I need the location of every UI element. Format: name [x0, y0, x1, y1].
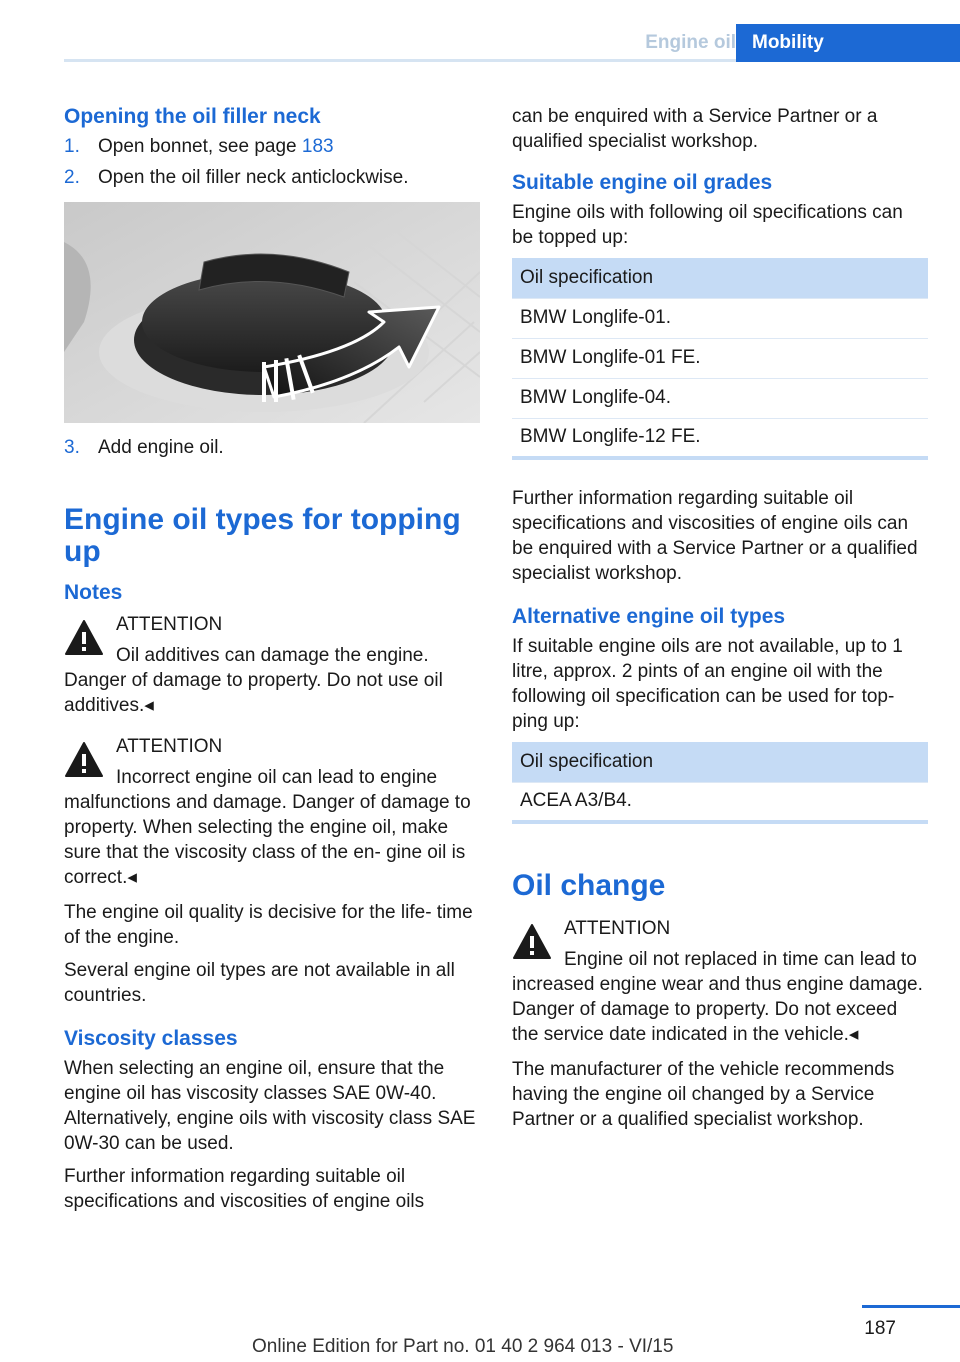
page-number: 187: [864, 1318, 896, 1339]
table-header: Oil specification: [512, 258, 928, 298]
step-item: [64, 134, 480, 159]
right-column: [512, 104, 928, 1140]
notes-heading: Notes: [64, 581, 123, 604]
table-cell: BMW Longlife-12 FE.: [512, 418, 928, 458]
attention-warning: [64, 734, 480, 890]
step-number: 2.: [64, 167, 80, 188]
oil-availability-paragraph: Several engine oil types are not available in all countries.: [64, 960, 455, 1006]
warning-triangle-icon: [64, 740, 104, 780]
suitable-oil-grades-heading: Suitable engine oil grades: [512, 171, 773, 194]
warning-title: ATTENTION: [116, 614, 223, 635]
table-row: [512, 338, 928, 378]
further-info-paragraph: Further information regarding suitable oil specifications and viscosities of engine oils can be enquired with a Service Partner or a qualified specialist workshop.: [512, 488, 918, 584]
table-cell: BMW Longlife-01.: [512, 298, 928, 338]
opening-steps-list: [64, 134, 480, 190]
viscosity-paragraph: When selecting an engine oil, ensure that the engine oil has viscosity classes SAE 0W-40. Alternatively, engine oils with viscosity class SAE 0W-30 can be used.: [64, 1058, 476, 1154]
warning-title: ATTENTION: [564, 918, 671, 939]
oil-filler-cap-photo: [64, 202, 480, 423]
header-chapter-tab: Mobility: [736, 24, 960, 62]
opening-oil-filler-heading: Opening the oil filler neck: [64, 105, 321, 128]
table-row: [512, 782, 928, 822]
viscosity-classes-heading: Viscosity classes: [64, 1027, 238, 1050]
step-number: 1.: [64, 136, 80, 157]
adding-steps-list: [64, 435, 480, 460]
warning-text: Oil additives can damage the engine. Danger of damage to property. Do not use oil additives.◂: [64, 645, 443, 716]
attention-warning: [64, 612, 480, 718]
step-text: Open bonnet, see page 183: [98, 136, 334, 157]
grades-intro: Engine oils with following oil specifications can be topped up:: [512, 202, 903, 248]
further-info-continued: can be enquired with a Service Partner or a qualified specialist workshop.: [512, 106, 878, 152]
table-row: [512, 298, 928, 338]
left-column: [64, 104, 480, 1222]
step-text: Open the oil filler neck anticlockwise.: [98, 167, 409, 188]
oil-change-heading: Oil change: [512, 869, 666, 902]
alternative-intro: If suitable engine oils are not available, up to 1 litre, approx. 2 pints of an engine oil with the following oil specification can be used for top‐ ping up:: [512, 636, 903, 732]
step-text: Add engine oil.: [98, 437, 224, 458]
alternative-spec-table: [512, 742, 928, 824]
warning-text: Incorrect engine oil can lead to engine malfunctions and damage. Danger of damage to property. When selecting the engine oil, make sure that the viscosity class of the en‐ gine oil is correct.◂: [64, 767, 471, 888]
table-row: [512, 418, 928, 458]
further-info-paragraph: Further information regarding suitable oil specifications and viscosities of engine oils: [64, 1166, 425, 1212]
page-header: [64, 24, 960, 62]
footer-rule: [862, 1305, 960, 1308]
step-item: [64, 165, 480, 190]
step-number: 3.: [64, 437, 80, 458]
oil-change-paragraph: The manufacturer of the vehicle recommends having the engine oil changed by a Service Partner or a qualified specialist workshop.: [512, 1059, 895, 1130]
table-cell: BMW Longlife-04.: [512, 378, 928, 418]
page-link[interactable]: 183: [301, 136, 334, 157]
warning-triangle-icon: [512, 922, 552, 962]
warning-text: Engine oil not replaced in time can lead to increased engine wear and thus engine damage. Danger of damage to property. Do not exceed the service date indicated in the vehicle.◂: [512, 949, 923, 1045]
engine-oil-types-heading: Engine oil types for topping up: [64, 503, 461, 568]
attention-warning: [512, 916, 928, 1047]
edition-footer: Online Edition for Part no. 01 40 2 964 013 - VI/15: [252, 1336, 674, 1357]
header-section-title: Engine oil: [645, 32, 736, 53]
table-row: [512, 378, 928, 418]
alternative-oil-types-heading: Alternative engine oil types: [512, 605, 786, 628]
table-header: Oil specification: [512, 742, 928, 782]
oil-spec-table: [512, 258, 928, 460]
warning-title: ATTENTION: [116, 736, 223, 757]
oil-quality-paragraph: The engine oil quality is decisive for the life‐ time of the engine.: [64, 902, 473, 948]
step-item: [64, 435, 480, 460]
table-cell: BMW Longlife-01 FE.: [512, 338, 928, 378]
table-cell: ACEA A3/B4.: [512, 782, 928, 822]
warning-triangle-icon: [64, 618, 104, 658]
